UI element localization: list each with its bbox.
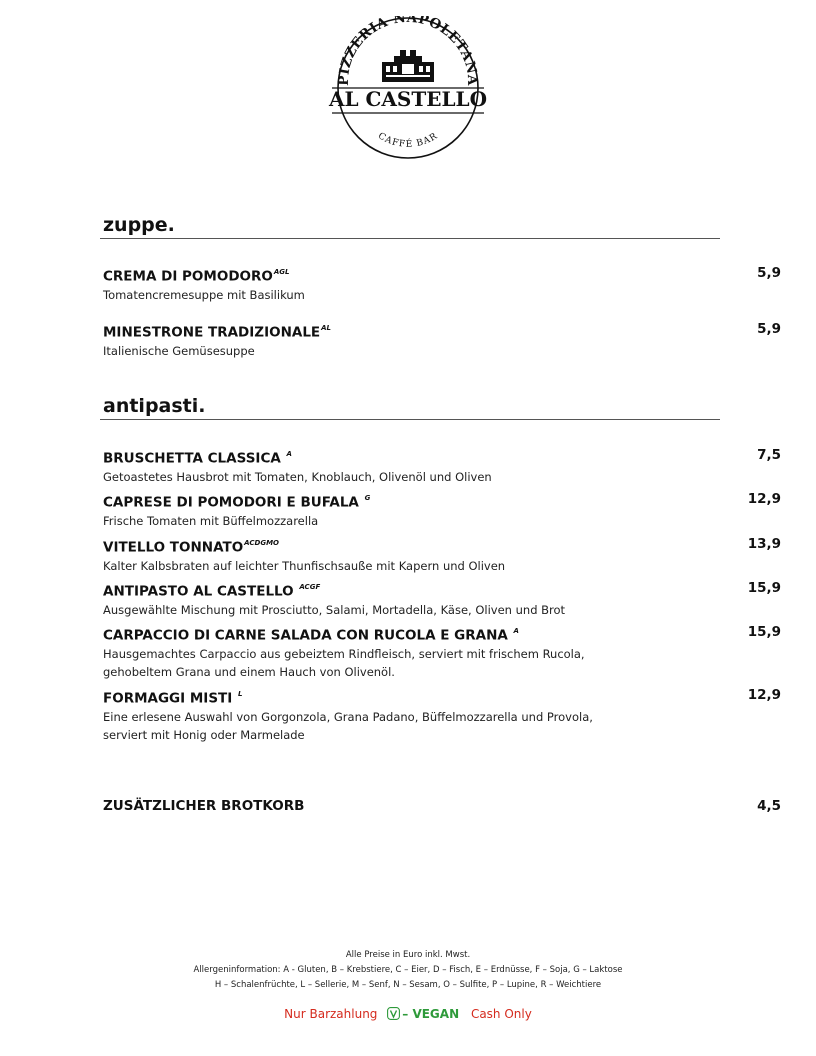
item-description-line: serviert mit Honig oder Marmelade <box>103 727 305 742</box>
allergen-info-line: Allergeninformation: A - Gluten, B – Krebstiere, C – Eier, D – Fisch, E – Erdnüsse, F – Soja, G – Laktose <box>193 965 623 975</box>
menu-item <box>103 321 781 360</box>
item-description: Italienische Gemüsesuppe <box>103 343 255 358</box>
logo-emblem <box>328 16 488 160</box>
item-price: 12,9 <box>747 687 781 703</box>
item-name: ANTIPASTO AL CASTELLO <box>103 583 294 600</box>
menu-item <box>103 580 781 619</box>
item-allergens: G <box>364 494 371 502</box>
menu-item <box>103 265 781 304</box>
section-divider <box>100 238 720 239</box>
item-allergens: L <box>237 690 243 698</box>
section-divider <box>100 419 720 420</box>
item-allergens: A <box>513 627 519 635</box>
cash-only-en: Cash Only <box>470 1007 532 1021</box>
item-name: ZUSÄTZLICHER BROTKORB <box>103 798 305 814</box>
logo-bottom-text: CAFFÉ BAR <box>376 131 440 150</box>
allergen-info-line: H – Schalenfrüchte, L – Sellerie, M – Senf, N – Sesam, O – Sulfite, P – Lupine, R – Weichtiere <box>214 980 602 990</box>
vegan-icon <box>387 1007 400 1023</box>
menu-item <box>103 687 781 744</box>
item-price: 7,5 <box>757 447 781 463</box>
item-name: CREMA DI POMODORO <box>103 268 273 285</box>
item-description-line: Eine erlesene Auswahl von Gorgonzola, Grana Padano, Büffelmozzarella und Provola, <box>103 709 593 724</box>
logo-top-text: PIZZERIA NAPOLETANA <box>335 16 481 87</box>
payment-note <box>0 1007 816 1023</box>
item-description-line: Hausgemachtes Carpaccio aus gebeiztem Rindfleisch, serviert mit frischem Rucola, <box>103 646 585 661</box>
item-allergens: ACDGMO <box>244 539 279 547</box>
item-description-line: gehobeltem Grana und einem Hauch von Olivenöl. <box>103 664 395 679</box>
menu-item <box>103 447 781 486</box>
item-description: Ausgewählte Mischung mit Prosciutto, Salami, Mortadella, Käse, Oliven und Brot <box>103 602 566 617</box>
menu-item <box>103 536 781 575</box>
item-price: 5,9 <box>757 321 781 337</box>
item-name: MINESTRONE TRADIZIONALE <box>103 324 321 341</box>
svg-text:CAFFÉ BAR <box>376 131 440 150</box>
item-name: VITELLO TONNATO <box>103 539 244 556</box>
item-name: CAPRESE DI POMODORI E BUFALA <box>103 494 359 511</box>
item-price: 15,9 <box>747 624 781 640</box>
item-name: CARPACCIO DI CARNE SALADA CON RUCOLA E GRANA <box>103 627 508 644</box>
item-description: Kalter Kalbsbraten auf leichter Thunfischsauße mit Kapern und Oliven <box>103 558 506 573</box>
item-name: FORMAGGI MISTI <box>103 690 233 707</box>
cash-only-de: Nur Barzahlung <box>284 1007 378 1021</box>
item-price: 5,9 <box>757 265 781 281</box>
item-allergens: AGL <box>273 268 290 276</box>
item-price: 12,9 <box>747 491 781 507</box>
section-title-zuppe: zuppe. <box>103 214 175 236</box>
section-title-antipasti: antipasti. <box>103 395 206 417</box>
extra-item <box>103 798 781 814</box>
item-price: 13,9 <box>747 536 781 552</box>
menu-item <box>103 491 781 530</box>
restaurant-logo <box>328 16 488 160</box>
item-description: Getoastetes Hausbrot mit Tomaten, Knoblauch, Olivenöl und Oliven <box>103 469 492 484</box>
item-allergens: ACGF <box>299 583 321 591</box>
castle-icon <box>382 50 434 82</box>
item-description: Tomatencremesuppe mit Basilikum <box>103 287 305 302</box>
item-allergens: A <box>286 450 292 458</box>
item-allergens: AL <box>321 324 332 332</box>
prices-note: Alle Preise in Euro inkl. Mwst. <box>345 950 471 960</box>
item-description: Frische Tomaten mit Büffelmozzarella <box>103 513 319 528</box>
logo-name: AL CASTELLO <box>328 87 488 111</box>
vegan-label: – VEGAN <box>402 1007 460 1021</box>
item-name: BRUSCHETTA CLASSICA <box>103 450 281 467</box>
menu-item <box>103 624 781 681</box>
item-price: 15,9 <box>747 580 781 596</box>
item-price: 4,5 <box>757 798 781 814</box>
